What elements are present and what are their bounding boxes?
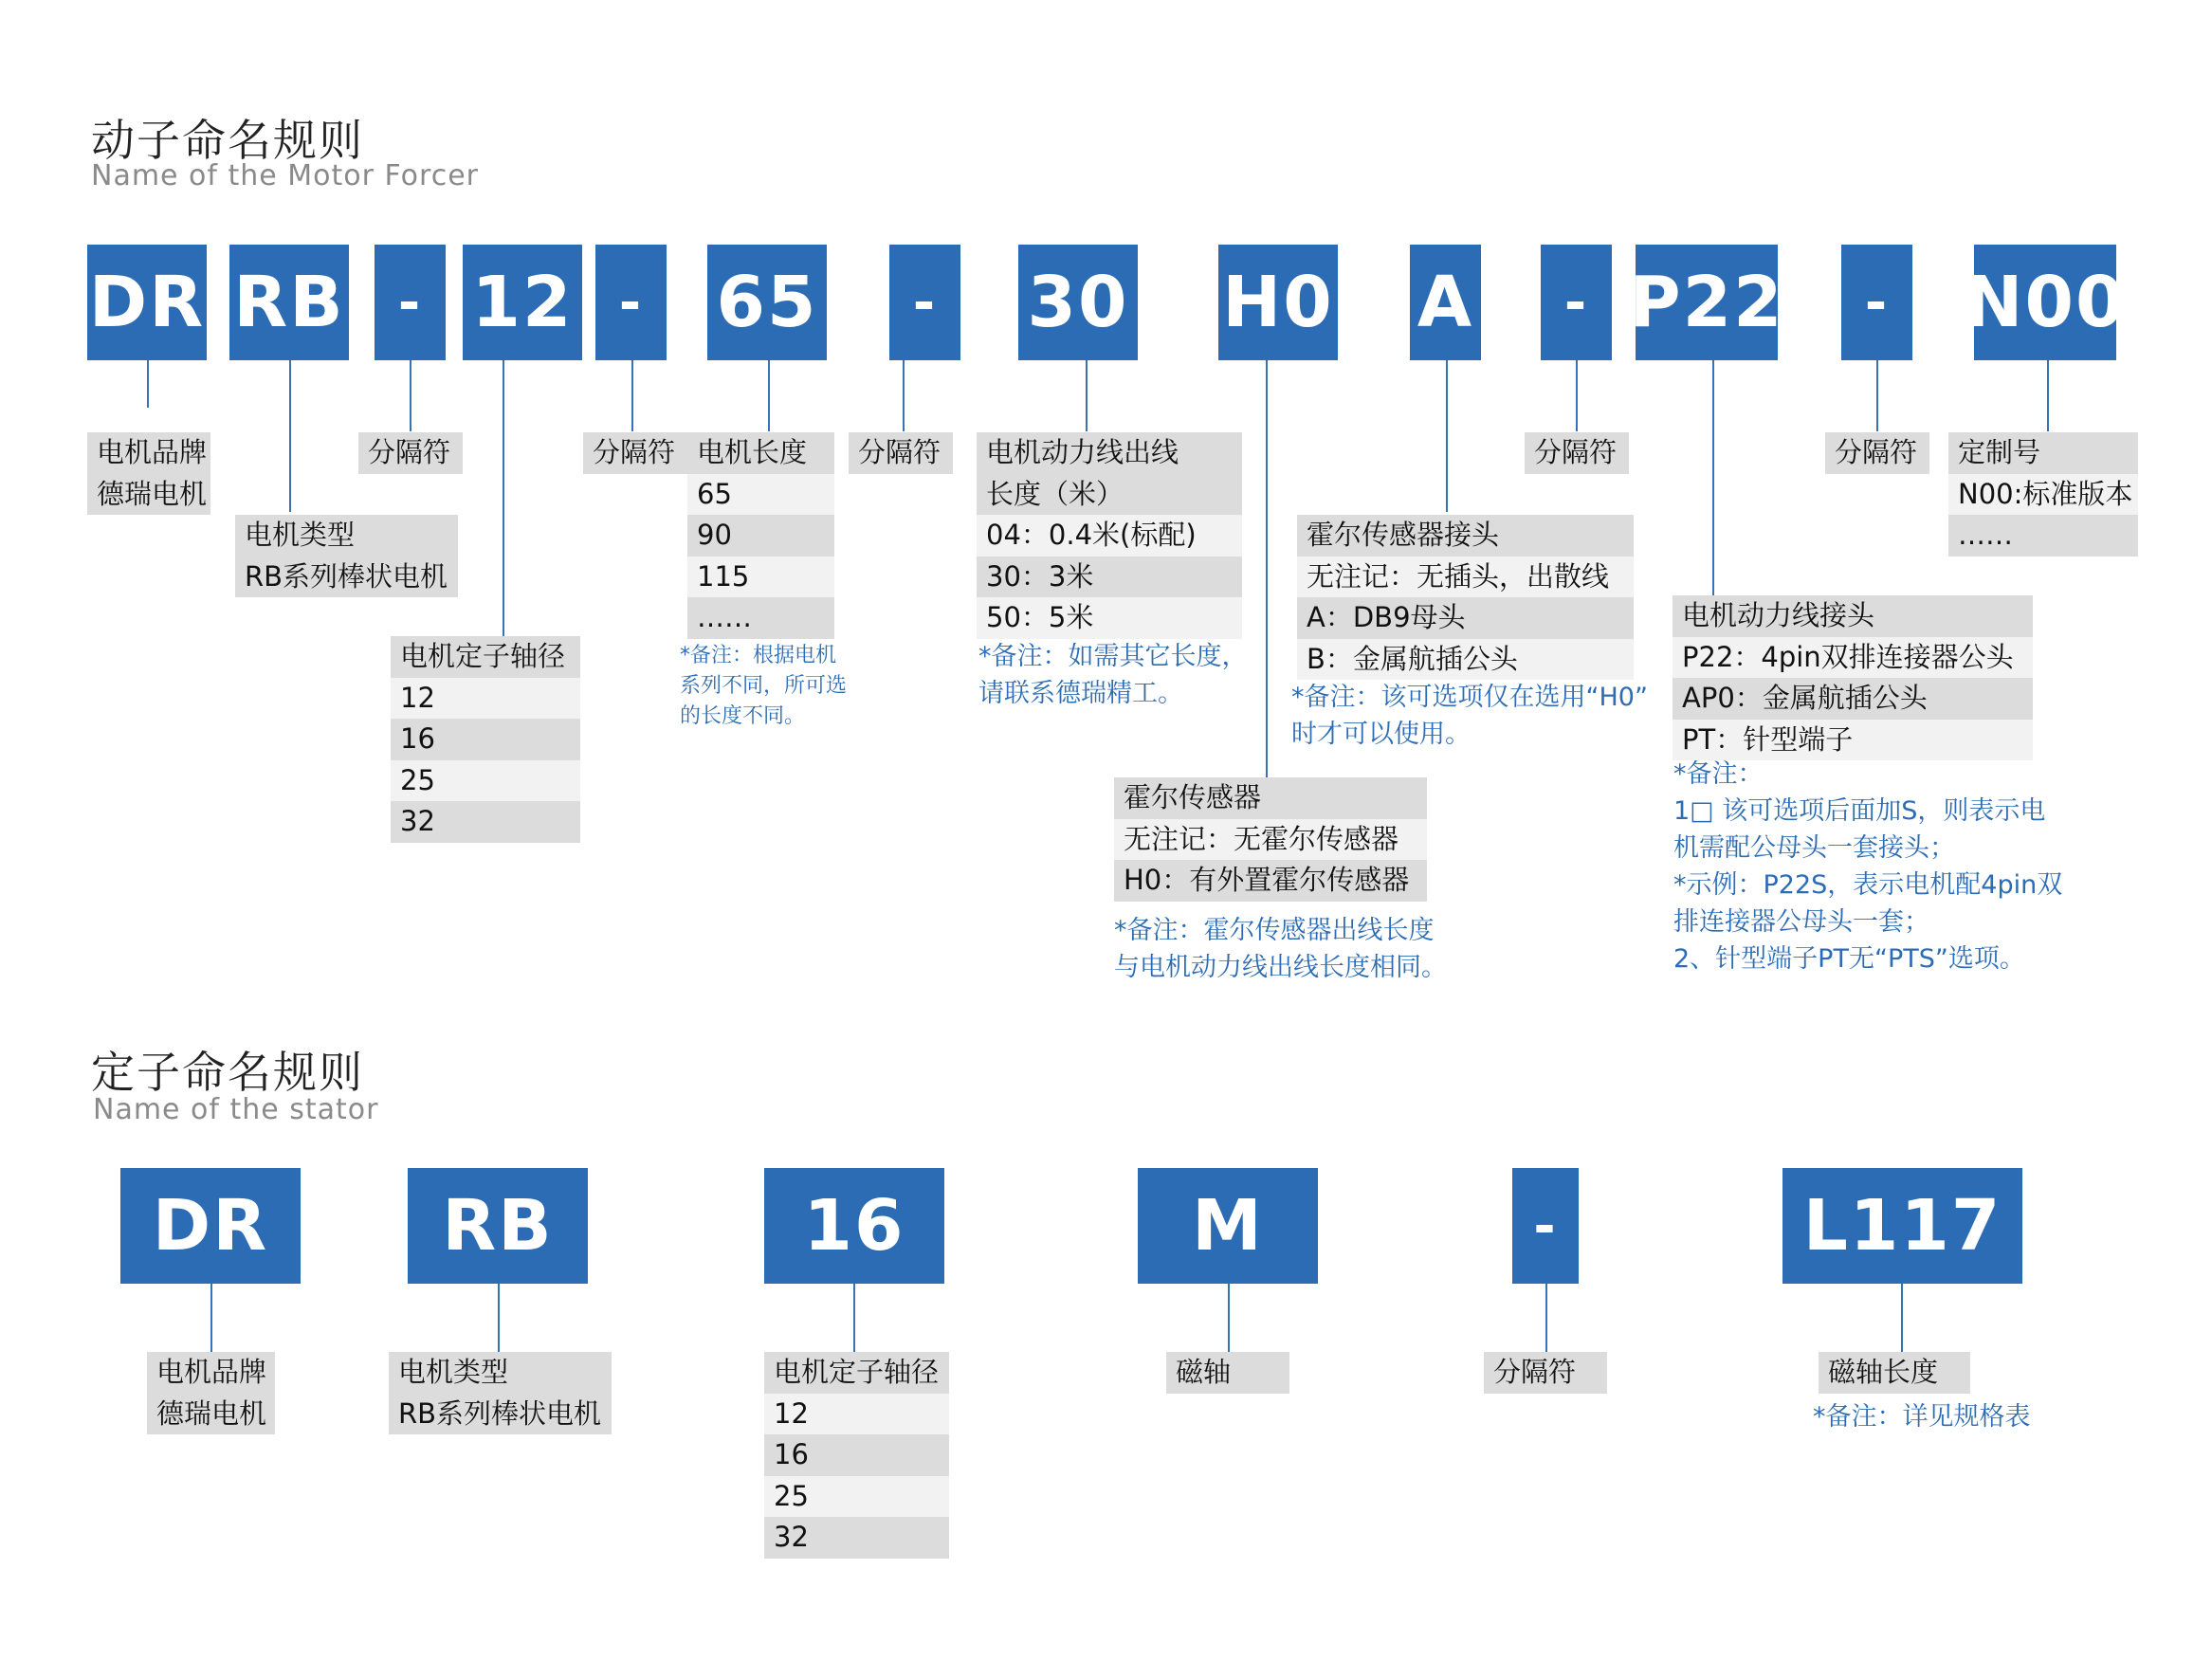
forcer-code-box-3: - bbox=[375, 245, 446, 360]
forcer-custom-option: …… bbox=[1948, 515, 2138, 557]
forcer-stator_dia-option: 16 bbox=[391, 719, 580, 760]
forcer-sep4-heading: 分隔符 bbox=[1525, 432, 1629, 474]
forcer-power_conn-note bbox=[1673, 756, 2062, 977]
stator-connector-line-1 bbox=[210, 1284, 212, 1352]
stator-connector-line-6 bbox=[1901, 1284, 1903, 1352]
forcer-sep3-heading: 分隔符 bbox=[849, 432, 953, 474]
forcer-type-heading: 电机类型 bbox=[235, 515, 458, 557]
forcer-sep2-heading: 分隔符 bbox=[583, 432, 687, 474]
forcer-brand-heading: 电机品牌 bbox=[87, 432, 210, 474]
stator-magnet-heading: 磁轴 bbox=[1166, 1352, 1289, 1394]
forcer-hall_conn-note bbox=[1291, 679, 1648, 753]
stator-code-box-2: RB bbox=[408, 1168, 588, 1284]
forcer-custom-option: N00:标准版本 bbox=[1948, 474, 2138, 516]
note-line: 与电机动力线出线长度相同。 bbox=[1114, 953, 1447, 982]
forcer-connector-line-11 bbox=[1576, 360, 1578, 431]
forcer-connector-line-12 bbox=[1712, 360, 1714, 597]
forcer-cable-option: 30：3米 bbox=[977, 557, 1242, 598]
forcer-connector-line-7 bbox=[903, 360, 905, 431]
forcer-power_conn-box bbox=[1673, 595, 2033, 760]
note-line: 时才可以使用。 bbox=[1291, 720, 1471, 749]
forcer-stator_dia-heading: 电机定子轴径 bbox=[391, 636, 580, 678]
forcer-code-box-4: 12 bbox=[463, 245, 582, 360]
stator-sep-box bbox=[1484, 1352, 1607, 1394]
forcer-hall_conn-option: B：金属航插公头 bbox=[1297, 639, 1634, 681]
note-line: 排连接器公母头一套； bbox=[1673, 907, 1929, 937]
forcer-length-box bbox=[687, 432, 834, 639]
stator-brand-box bbox=[147, 1352, 275, 1434]
forcer-code-box-13: - bbox=[1841, 245, 1912, 360]
stator-dia-option: 12 bbox=[764, 1394, 949, 1435]
forcer-cable-box bbox=[977, 432, 1242, 639]
forcer-sep1-heading: 分隔符 bbox=[358, 432, 463, 474]
forcer-code-box-5: - bbox=[595, 245, 667, 360]
forcer-sep5-heading: 分隔符 bbox=[1825, 432, 1929, 474]
forcer-connector-line-10 bbox=[1446, 360, 1448, 512]
note-line: *备注：霍尔传感器出线长度 bbox=[1114, 916, 1435, 945]
forcer-length-option: 90 bbox=[687, 515, 834, 557]
forcer-stator_dia-box bbox=[391, 636, 580, 843]
stator-connector-line-3 bbox=[853, 1284, 855, 1352]
forcer-power_conn-heading: 电机动力线接头 bbox=[1673, 595, 2033, 637]
forcer-stator_dia-option: 25 bbox=[391, 760, 580, 802]
forcer-stator_dia-option: 32 bbox=[391, 801, 580, 843]
forcer-code-box-1: DR bbox=[87, 245, 207, 360]
stator-connector-line-4 bbox=[1228, 1284, 1230, 1352]
stator-type-heading: 电机类型 bbox=[389, 1352, 612, 1394]
forcer-power_conn-option: AP0：金属航插公头 bbox=[1673, 678, 2033, 720]
forcer-code-box-11: - bbox=[1541, 245, 1612, 360]
forcer-connector-line-4 bbox=[503, 360, 504, 656]
stator-code-box-4: M bbox=[1138, 1168, 1318, 1284]
forcer-code-box-14: N00 bbox=[1974, 245, 2116, 360]
note-line: *备注：详见规格表 bbox=[1813, 1402, 2031, 1432]
forcer-code-box-8: 30 bbox=[1018, 245, 1138, 360]
stator-code-box-1: DR bbox=[120, 1168, 301, 1284]
stator-section-subtitle: Name of the stator bbox=[93, 1093, 379, 1126]
forcer-cable-option: 长度（米） bbox=[977, 474, 1242, 516]
forcer-type-option: RB系列棒状电机 bbox=[235, 557, 458, 598]
forcer-code-box-9: H0 bbox=[1218, 245, 1338, 360]
forcer-length-note bbox=[680, 641, 847, 732]
note-line: 1□ 该可选项后面加S，则表示电 bbox=[1673, 796, 2046, 826]
forcer-hall_conn-option: 无注记：无插头，出散线 bbox=[1297, 557, 1634, 598]
stator-magnet_len-heading: 磁轴长度 bbox=[1819, 1352, 1970, 1394]
forcer-hall_conn-option: A：DB9母头 bbox=[1297, 597, 1634, 639]
note-line: 系列不同，所可选 bbox=[680, 674, 848, 698]
forcer-custom-box bbox=[1948, 432, 2138, 557]
forcer-connector-line-1 bbox=[147, 360, 149, 408]
forcer-code-box-6: 65 bbox=[707, 245, 827, 360]
forcer-brand-option: 德瑞电机 bbox=[87, 474, 210, 516]
forcer-connector-line-9 bbox=[1266, 360, 1268, 777]
forcer-code-box-12: P22 bbox=[1636, 245, 1778, 360]
stator-magnet_len-box bbox=[1819, 1352, 1970, 1394]
forcer-hall-box bbox=[1114, 777, 1427, 902]
forcer-connector-line-13 bbox=[1876, 360, 1878, 431]
forcer-connector-line-6 bbox=[768, 360, 770, 431]
note-line: *备注：如需其它长度， bbox=[978, 642, 1248, 671]
forcer-length-heading: 电机长度 bbox=[687, 432, 834, 474]
forcer-sep4-box bbox=[1525, 432, 1629, 474]
stator-sep-heading: 分隔符 bbox=[1484, 1352, 1607, 1394]
forcer-stator_dia-option: 12 bbox=[391, 678, 580, 720]
stator-section-title: 定子命名规则 bbox=[91, 1047, 364, 1098]
stator-connector-line-5 bbox=[1545, 1284, 1547, 1352]
forcer-code-box-2: RB bbox=[229, 245, 349, 360]
forcer-sep5-box bbox=[1825, 432, 1929, 474]
forcer-length-option: …… bbox=[687, 597, 834, 639]
note-line: *备注：该可选项仅在选用“H0” bbox=[1291, 683, 1648, 712]
note-line: 2、针型端子PT无“PTS”选项。 bbox=[1673, 944, 2025, 974]
forcer-connector-line-2 bbox=[289, 360, 291, 512]
forcer-hall-note bbox=[1114, 912, 1447, 986]
stator-dia-heading: 电机定子轴径 bbox=[764, 1352, 949, 1394]
forcer-cable-option: 04：0.4米(标配) bbox=[977, 515, 1242, 557]
forcer-hall_conn-heading: 霍尔传感器接头 bbox=[1297, 515, 1634, 557]
forcer-connector-line-14 bbox=[2047, 360, 2049, 431]
forcer-connector-line-3 bbox=[410, 360, 411, 431]
forcer-connector-line-5 bbox=[631, 360, 633, 431]
forcer-cable-heading: 电机动力线出线 bbox=[977, 432, 1242, 474]
stator-dia-box bbox=[764, 1352, 949, 1559]
stator-type-box bbox=[389, 1352, 612, 1434]
forcer-hall_conn-box bbox=[1297, 515, 1634, 680]
note-line: 机需配公母头一套接头； bbox=[1673, 833, 1955, 863]
stator-brand-option: 德瑞电机 bbox=[147, 1394, 275, 1435]
note-line: *备注： bbox=[1673, 759, 1764, 789]
forcer-brand-box bbox=[87, 432, 210, 515]
forcer-sep2-box bbox=[583, 432, 687, 474]
forcer-hall-option: H0：有外置霍尔传感器 bbox=[1114, 860, 1427, 902]
forcer-sep1-box bbox=[358, 432, 463, 474]
forcer-sep3-box bbox=[849, 432, 953, 474]
forcer-type-box bbox=[235, 515, 458, 597]
stator-dia-option: 25 bbox=[764, 1476, 949, 1518]
stator-dia-option: 16 bbox=[764, 1434, 949, 1476]
stator-code-box-3: 16 bbox=[764, 1168, 944, 1284]
forcer-code-box-10: A bbox=[1410, 245, 1481, 360]
forcer-power_conn-option: PT：针型端子 bbox=[1673, 720, 2033, 761]
forcer-length-option: 115 bbox=[687, 557, 834, 598]
forcer-power_conn-option: P22：4pin双排连接器公头 bbox=[1673, 637, 2033, 679]
forcer-cable-option: 50：5米 bbox=[977, 597, 1242, 639]
stator-connector-line-2 bbox=[498, 1284, 500, 1352]
stator-brand-heading: 电机品牌 bbox=[147, 1352, 275, 1394]
note-line: *示例：P22S，表示电机配4pin双 bbox=[1673, 870, 2063, 900]
forcer-cable-note bbox=[978, 638, 1248, 712]
forcer-section-subtitle: Name of the Motor Forcer bbox=[91, 159, 479, 192]
note-line: 的长度不同。 bbox=[680, 704, 806, 728]
stator-code-box-5: - bbox=[1512, 1168, 1579, 1284]
note-line: 请联系德瑞精工。 bbox=[978, 679, 1183, 708]
forcer-length-option: 65 bbox=[687, 474, 834, 516]
stator-magnet-box bbox=[1166, 1352, 1289, 1394]
forcer-code-box-7: - bbox=[889, 245, 960, 360]
forcer-hall-heading: 霍尔传感器 bbox=[1114, 777, 1427, 819]
stator-type-option: RB系列棒状电机 bbox=[389, 1394, 612, 1435]
stator-code-box-6: L117 bbox=[1782, 1168, 2022, 1284]
note-line: *备注：根据电机 bbox=[680, 644, 837, 667]
stator-magnet-len-note bbox=[1813, 1398, 2031, 1435]
forcer-connector-line-8 bbox=[1086, 360, 1088, 431]
forcer-hall-option: 无注记：无霍尔传感器 bbox=[1114, 819, 1427, 861]
forcer-custom-heading: 定制号 bbox=[1948, 432, 2138, 474]
forcer-section-title: 动子命名规则 bbox=[91, 115, 364, 166]
stator-dia-option: 32 bbox=[764, 1517, 949, 1559]
